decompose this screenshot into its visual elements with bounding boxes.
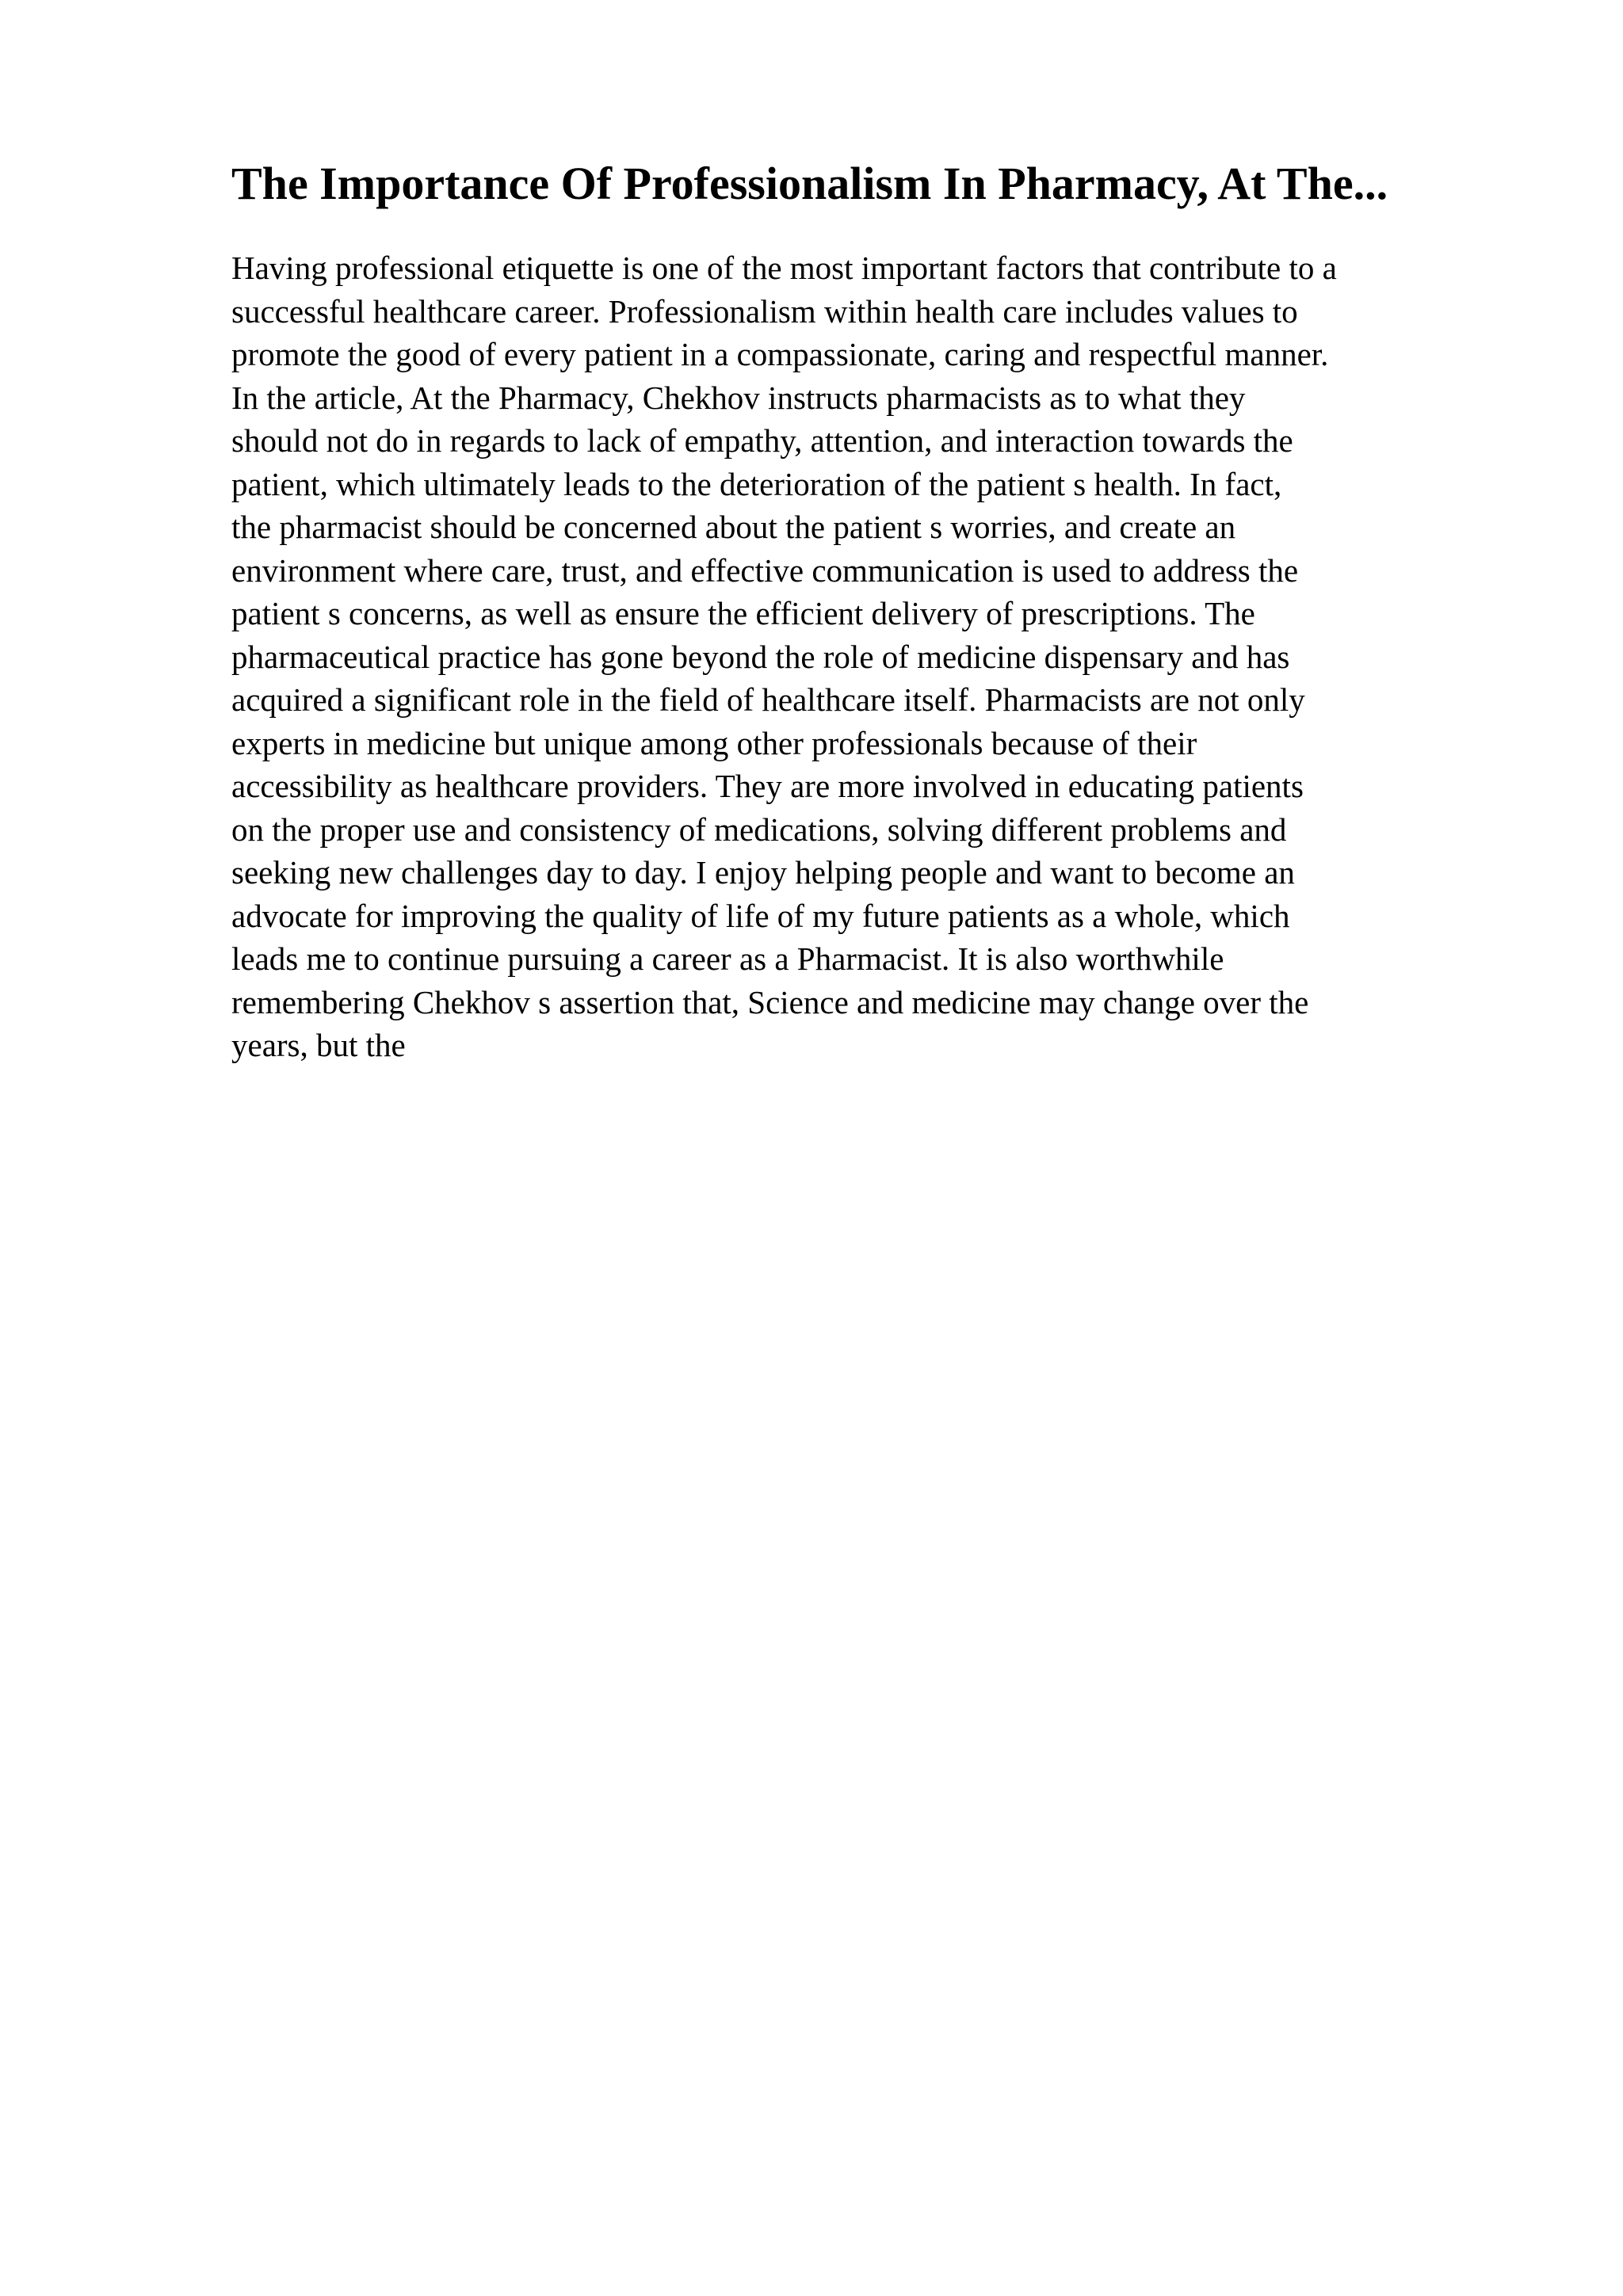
body-line: advocate for improving the quality of life of my future patients as a whole, which: [231, 897, 1290, 934]
body-line: patient, which ultimately leads to the deterioration of the patient s health. In fact,: [231, 465, 1282, 502]
document-body: [231, 246, 1547, 1067]
body-line: years, but the: [231, 1027, 406, 1063]
document-title: The Importance Of Professionalism In Pharmacy, At The...: [231, 158, 1388, 209]
body-line: experts in medicine but unique among other professionals because of their: [231, 724, 1197, 761]
body-line: on the proper use and consistency of medications, solving different problems and: [231, 810, 1287, 848]
body-line: accessibility as healthcare providers. They are more involved in educating patients: [231, 768, 1304, 804]
body-line: the pharmacist should be concerned about the patient s worries, and create an: [231, 509, 1236, 545]
body-line: successful healthcare career. Professionalism within health care includes values to: [231, 292, 1298, 330]
body-line: In the article, At the Pharmacy, Chekhov instructs pharmacists as to what they: [231, 379, 1246, 416]
body-line: remembering Chekhov s assertion that, Science and medicine may change over the: [231, 983, 1309, 1020]
body-line: environment where care, trust, and effective communication is used to address the: [231, 551, 1299, 589]
body-line: Having professional etiquette is one of the most important factors that contribute to a: [231, 250, 1337, 286]
body-line: promote the good of every patient in a compassionate, caring and respectful manner.: [231, 336, 1329, 372]
body-line: leads me to continue pursuing a career as a Pharmacist. It is also worthwhile: [231, 940, 1224, 977]
body-line: pharmaceutical practice has gone beyond the role of medicine dispensary and has: [231, 638, 1290, 675]
body-line: acquired a significant role in the field of healthcare itself. Pharmacists are not only: [231, 681, 1305, 718]
body-line: patient s concerns, as well as ensure the efficient delivery of prescriptions. The: [231, 595, 1255, 631]
body-line: should not do in regards to lack of empathy, attention, and interaction towards the: [231, 422, 1293, 459]
body-line: seeking new challenges day to day. I enjoy helping people and want to become an: [231, 854, 1295, 891]
